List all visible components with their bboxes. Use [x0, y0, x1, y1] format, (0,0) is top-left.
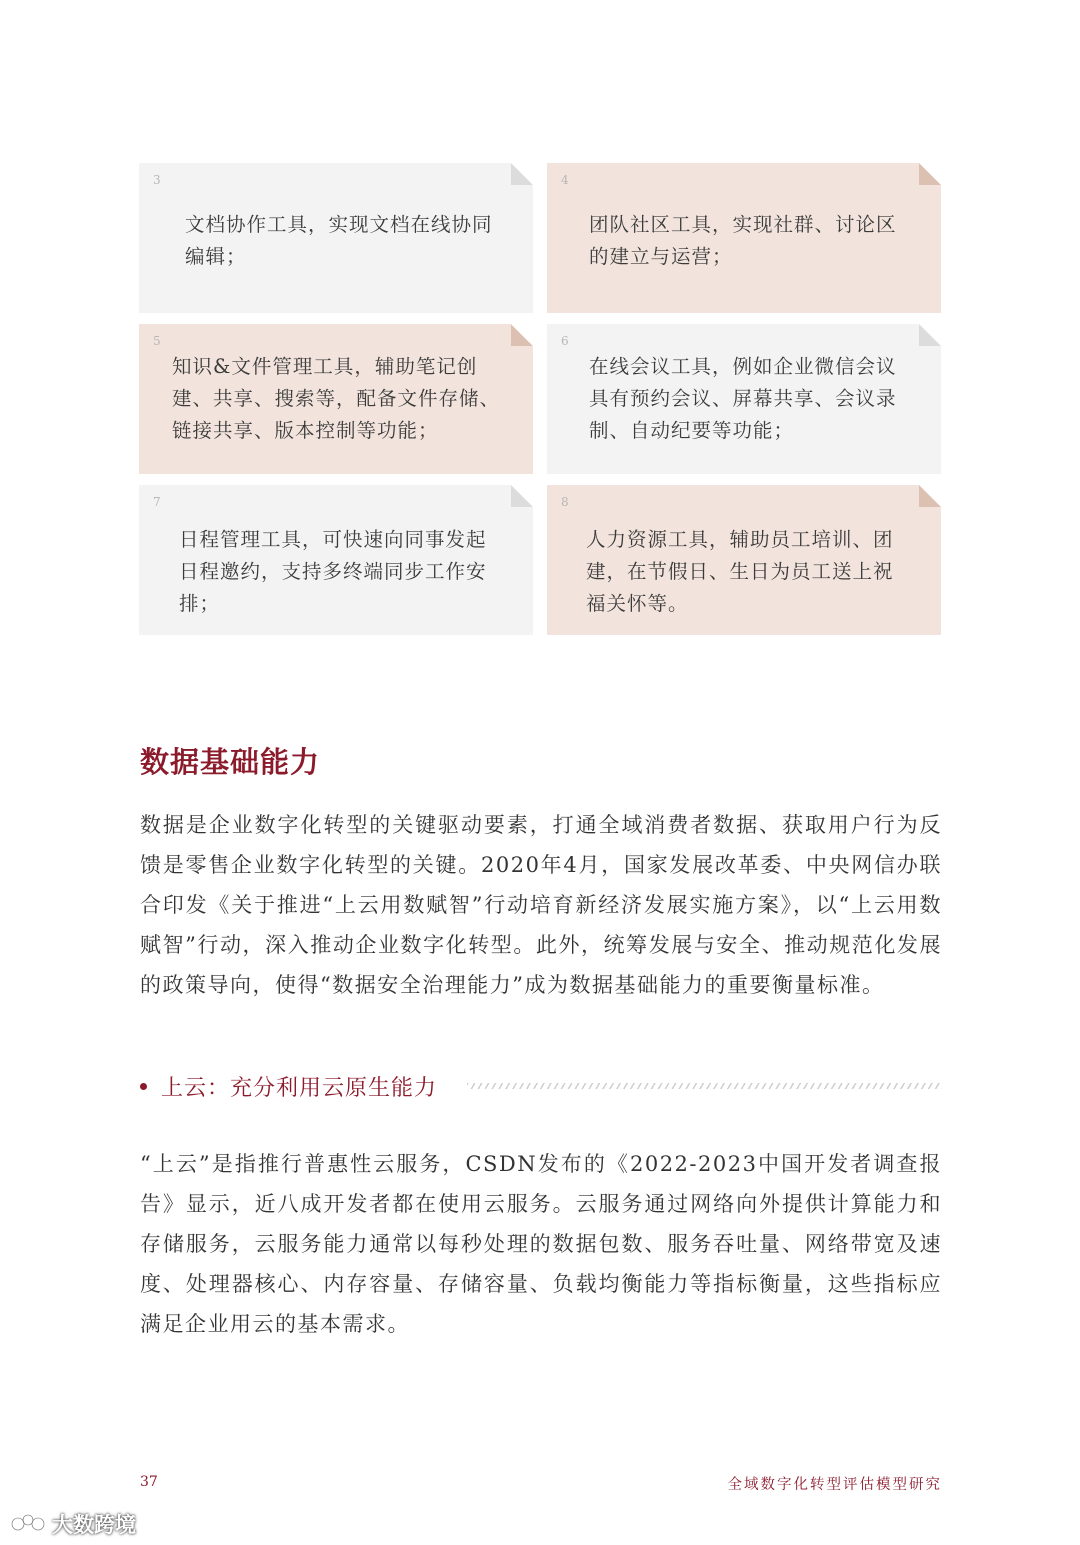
watermark-text: 大数跨境	[52, 1513, 136, 1537]
page-fold-corner	[919, 485, 941, 507]
subsection-heading-label: 上云：充分利用云原生能力	[161, 1075, 438, 1101]
subsection-heading	[140, 1068, 942, 1104]
card-number: 7	[153, 495, 161, 509]
card-number: 3	[153, 173, 161, 187]
card-6	[547, 324, 941, 474]
subsection-paragraph: “上云”是指推行普惠性云服务，CSDN发布的《2022-2023中国开发者调查报告》显示，近八成开发者都在使用云服务。云服务通过网络向外提供计算能力和存储服务，云服务能力通常以每秒处理的数据包数、服务吞吐量、网络带宽及速度、处理器核心、内存容量、存储容量、负载均衡能力等指标衡量，这些指标应满足企业用云的基本需求。	[140, 1152, 942, 1336]
card-number: 8	[561, 495, 569, 509]
card-4	[547, 163, 941, 313]
document-title: 全域数字化转型评估模型研究	[727, 1477, 942, 1493]
card-8	[547, 485, 941, 635]
card-text: 团队社区工具，实现社群、讨论区的建立与运营；	[589, 213, 897, 268]
card-text: 日程管理工具，可快速向同事发起日程邀约，支持多终端同步工作安排；	[179, 528, 487, 615]
hatched-divider	[467, 1083, 942, 1089]
card-text: 人力资源工具，辅助员工培训、团建，在节假日、生日为员工送上祝福关怀等。	[586, 528, 894, 615]
card-text: 在线会议工具，例如企业微信会议具有预约会议、屏幕共享、会议录制、自动纪要等功能；	[589, 355, 897, 442]
card-7	[139, 485, 533, 635]
page-fold-corner	[919, 324, 941, 346]
card-3	[139, 163, 533, 313]
page-fold-corner	[511, 163, 533, 185]
card-5	[139, 324, 533, 474]
page-fold-corner	[919, 163, 941, 185]
card-number: 5	[153, 334, 161, 348]
section-title: 数据基础能力	[140, 745, 321, 779]
card-text: 文档协作工具，实现文档在线协同编辑；	[185, 213, 493, 268]
card-text: 知识&文件管理工具，辅助笔记创建、共享、搜索等，配备文件存储、链接共享、版本控制等功能；	[172, 355, 501, 442]
page-fold-corner	[511, 324, 533, 346]
card-number: 4	[561, 173, 569, 187]
page-number: 37	[140, 1474, 158, 1490]
section-paragraph: 数据是企业数字化转型的关键驱动要素，打通全域消费者数据、获取用户行为反馈是零售企业数字化转型的关键。2020年4月，国家发展改革委、中央网信办联合印发《关于推进“上云用数赋智”行动培育新经济发展实施方案》，以“上云用数赋智”行动，深入推动企业数字化转型。此外，统筹发展与安全、推动规范化发展的政策导向，使得“数据安全治理能力”成为数据基础能力的重要衡量标准。	[140, 813, 942, 997]
watermark-logo-icon	[10, 1512, 46, 1536]
watermark	[10, 1509, 136, 1539]
bullet-dot-icon	[140, 1083, 147, 1090]
page-fold-corner	[511, 485, 533, 507]
card-number: 6	[561, 334, 569, 348]
